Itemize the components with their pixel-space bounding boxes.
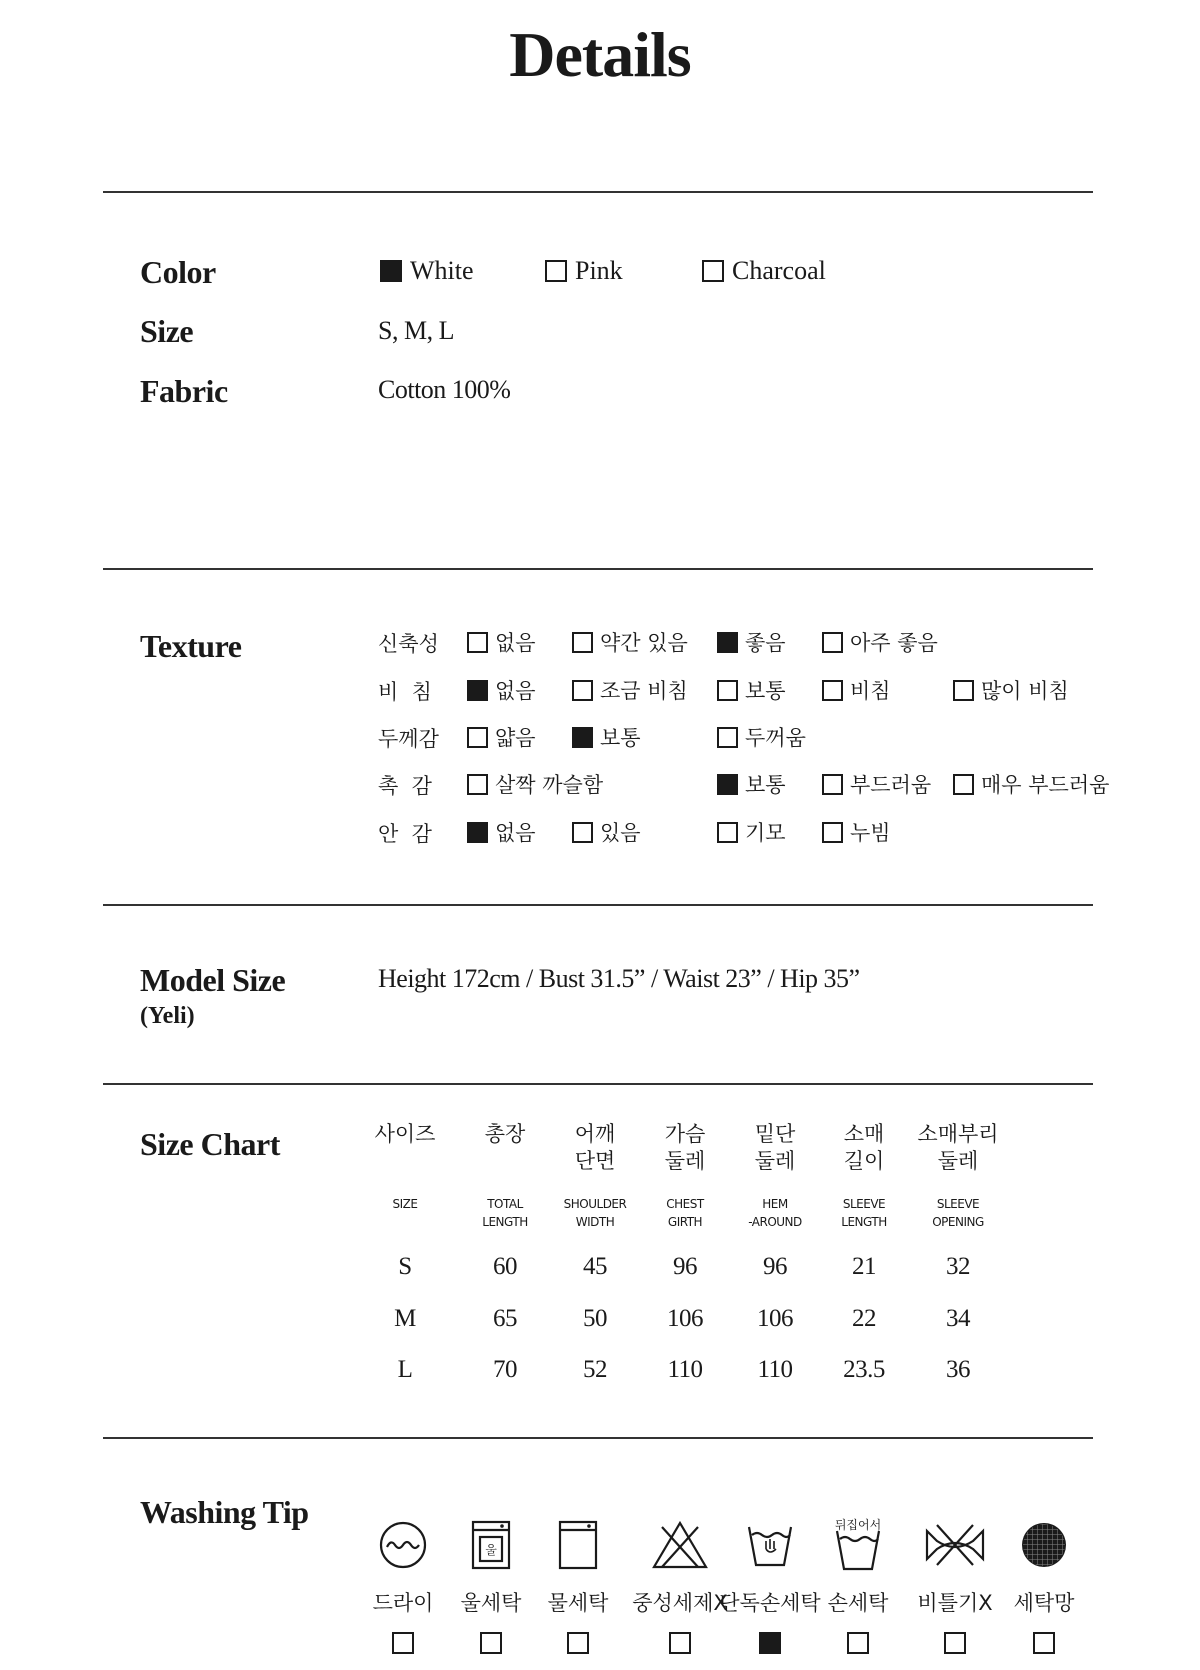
texture-option [572,627,688,657]
size-chart-header: 총장 [484,1122,526,1146]
size-chart-header-en: HEM -AROUND [748,1197,802,1229]
texture-option [467,675,536,705]
size-chart-header: 사이즈 [374,1122,436,1146]
washing-tip-checkbox[interactable] [944,1632,966,1654]
texture-row-label: 두께감 [378,727,439,751]
washing-tip-checkbox[interactable] [669,1632,691,1654]
texture-checkbox[interactable] [717,822,738,843]
size-chart-cell: 52 [583,1356,607,1383]
model-name: (Yeli) [140,1003,195,1029]
texture-checkbox[interactable] [953,774,974,795]
texture-checkbox[interactable] [717,727,738,748]
washing-tip-checkbox[interactable] [392,1632,414,1654]
size-chart-cell: 22 [852,1305,876,1332]
size-chart-cell: 70 [493,1356,517,1383]
texture-option-label: 살짝 까슬함 [495,773,604,797]
color-option [545,256,623,286]
texture-checkbox[interactable] [572,680,593,701]
size-chart-cell: 96 [763,1253,787,1280]
wool-wash-icon [469,1519,513,1576]
texture-checkbox[interactable] [572,822,593,843]
texture-option [467,769,603,799]
texture-option [572,722,641,752]
washing-tip-label: 드라이 [372,1591,434,1615]
size-chart-cell: 21 [852,1253,876,1280]
divider [103,1083,1093,1085]
size-chart-cell: 45 [583,1253,607,1280]
hand-wash-icon-text: 뒤집어서 [834,1518,882,1532]
size-chart-cell: 110 [757,1356,793,1383]
texture-checkbox[interactable] [467,774,488,795]
texture-option [717,817,786,847]
texture-row-label: 신축성 [378,632,439,656]
size-chart-cell: M [394,1305,416,1332]
model-size-label: Model Size [140,962,286,998]
texture-option-label: 없음 [495,631,536,655]
texture-option-label: 없음 [495,679,536,703]
texture-checkbox[interactable] [717,680,738,701]
texture-option [717,675,786,705]
texture-option [953,675,1069,705]
texture-option [953,769,1109,799]
color-checkbox[interactable] [380,260,402,282]
texture-option-label: 기모 [745,821,786,845]
washing-tip-label: 울세탁 [460,1591,522,1615]
texture-option-label: 보통 [745,679,786,703]
color-label: Color [140,254,216,290]
size-value: S, M, L [378,316,454,345]
texture-option [467,722,536,752]
separate-hand-wash-icon [744,1519,796,1576]
texture-option [717,769,786,799]
size-chart-cell: 96 [673,1253,697,1280]
texture-option [467,817,536,847]
color-checkbox[interactable] [545,260,567,282]
no-wring-icon [923,1519,987,1576]
texture-checkbox[interactable] [717,632,738,653]
washing-tip-label: 단독손세탁 [719,1591,821,1615]
size-chart-header: 소매부리 둘레 [917,1122,999,1173]
washing-tip-checkbox[interactable] [759,1632,781,1654]
texture-option-label: 없음 [495,821,536,845]
texture-checkbox[interactable] [467,822,488,843]
texture-option-label: 비침 [850,679,891,703]
size-chart-header: 가슴 둘레 [664,1122,706,1173]
texture-option-label: 얇음 [495,726,536,750]
color-checkbox[interactable] [702,260,724,282]
texture-option-label: 매우 부드러움 [981,773,1110,797]
water-wash-icon [556,1519,600,1576]
size-chart-cell: 60 [493,1253,517,1280]
texture-label: Texture [140,628,242,664]
fabric-value: Cotton 100% [378,375,511,404]
size-chart-cell: 106 [667,1305,703,1332]
texture-option [717,627,786,657]
washing-tip-checkbox[interactable] [847,1632,869,1654]
size-chart-cell: 65 [493,1305,517,1332]
texture-option [572,675,688,705]
size-chart-header: 소매 길이 [843,1122,885,1173]
texture-checkbox[interactable] [467,727,488,748]
texture-checkbox[interactable] [717,774,738,795]
washing-tip-checkbox[interactable] [567,1632,589,1654]
texture-option [572,817,641,847]
color-option [702,256,826,286]
size-chart-cell: L [397,1356,413,1383]
size-chart-header-en: SIZE [392,1197,418,1211]
divider [103,191,1093,193]
texture-checkbox[interactable] [572,727,593,748]
texture-option-label: 조금 비침 [600,679,688,703]
washing-tip-label: 중성세제X [632,1591,728,1615]
size-chart-label: Size Chart [140,1126,280,1162]
size-chart-cell: 36 [946,1356,970,1383]
size-chart-header-en: CHEST GIRTH [666,1197,704,1229]
texture-option-label: 누빔 [850,821,891,845]
texture-option-label: 보통 [745,773,786,797]
washing-tip-checkbox[interactable] [480,1632,502,1654]
wool-wash-icon-text: 울 [485,1543,497,1557]
texture-row-label: 촉 감 [378,774,432,798]
washing-tip-checkbox[interactable] [1033,1632,1055,1654]
hand-wash-inside-out-icon [832,1517,884,1578]
texture-checkbox[interactable] [572,632,593,653]
texture-option-label: 약간 있음 [600,631,688,655]
texture-row-label: 비 침 [378,680,432,704]
size-chart-cell: S [398,1253,412,1280]
texture-checkbox[interactable] [953,680,974,701]
color-option-label: Pink [575,256,623,285]
size-chart-cell: 23.5 [843,1356,885,1383]
washing-tip-label: 물세탁 [547,1591,609,1615]
texture-option [822,817,891,847]
model-size-value: Height 172cm / Bust 31.5” / Waist 23” / Hip 35” [378,964,860,993]
texture-option [822,675,891,705]
dry-clean-icon [377,1519,429,1576]
washing-tip-label: 세탁망 [1013,1591,1075,1615]
washing-tip-label: 비틀기X [917,1591,993,1615]
size-chart-cell: 32 [946,1253,970,1280]
texture-checkbox[interactable] [467,680,488,701]
texture-option-label: 부드러움 [850,773,932,797]
size-chart-header: 밑단 둘레 [754,1122,796,1173]
texture-row-label: 안 감 [378,822,432,846]
texture-option-label: 두꺼움 [745,726,806,750]
size-chart-header: 어깨 단면 [574,1122,616,1173]
size-chart-header-en: SHOULDER WIDTH [563,1197,627,1229]
divider [103,568,1093,570]
washing-tip-label: 손세탁 [827,1591,889,1615]
texture-option-label: 보통 [600,726,641,750]
texture-option-label: 있음 [600,821,641,845]
no-neutral-detergent-icon [650,1519,710,1576]
texture-checkbox[interactable] [467,632,488,653]
texture-checkbox[interactable] [822,680,843,701]
color-option-label: White [410,256,474,285]
texture-option [467,627,536,657]
texture-checkbox[interactable] [822,774,843,795]
size-chart-cell: 50 [583,1305,607,1332]
texture-option-label: 아주 좋음 [850,631,938,655]
color-option [380,256,474,286]
divider [103,904,1093,906]
size-chart-cell: 106 [757,1305,793,1332]
size-chart-header-en: TOTAL LENGTH [482,1197,528,1229]
size-label: Size [140,313,194,349]
texture-checkbox[interactable] [822,632,843,653]
washing-tip-label: Washing Tip [140,1494,309,1530]
texture-option [822,627,938,657]
texture-option [717,722,806,752]
page-title: Details [509,19,691,90]
size-chart-header-en: SLEEVE OPENING [932,1197,984,1229]
size-chart-cell: 34 [946,1305,970,1332]
fabric-label: Fabric [140,373,228,409]
size-chart-header-en: SLEEVE LENGTH [841,1197,887,1229]
size-chart-cell: 110 [667,1356,703,1383]
color-option-label: Charcoal [732,256,826,285]
laundry-net-icon [1018,1519,1070,1576]
texture-checkbox[interactable] [822,822,843,843]
texture-option-label: 많이 비침 [981,679,1069,703]
texture-option [822,769,931,799]
divider [103,1437,1093,1439]
texture-option-label: 좋음 [745,631,786,655]
